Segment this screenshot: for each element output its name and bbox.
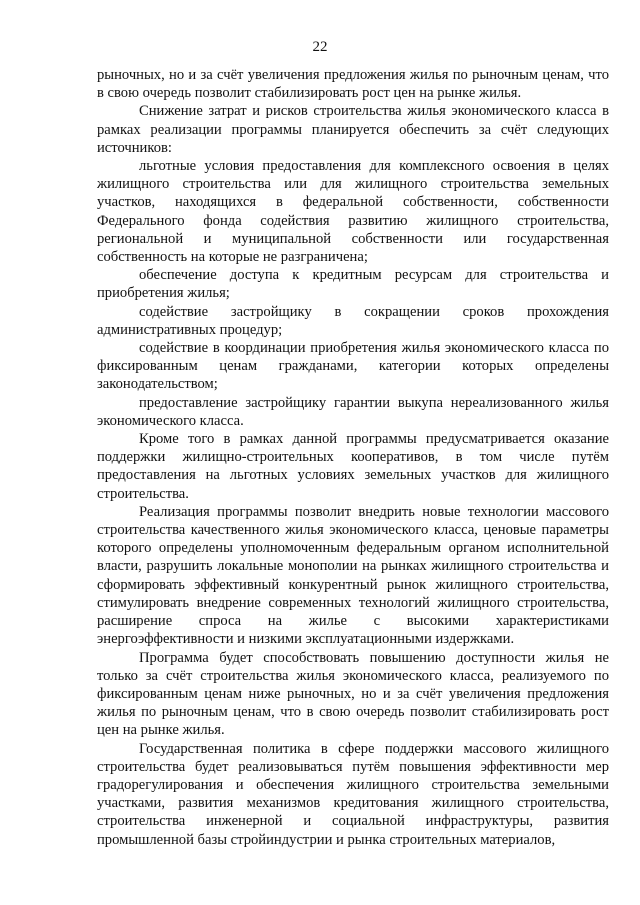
paragraph: Снижение затрат и рисков строительства жилья экономического класса в рамках реализации программы планируется обеспечить за счёт следующих источников: [97,103,609,156]
body-text [97,66,609,849]
paragraph: Программа будет способствовать повышению доступности жилья не только за счёт строительства жилья экономического класса, реализуемого по фиксированным ценам ниже рыночных, но и за счёт увеличения предложения жилья по рыночным ценам, что в свою очередь позволит стабилизировать рост цен на рынке жилья. [97,649,609,739]
page-number: 22 [312,39,328,55]
paragraph: Кроме того в рамках данной программы предусматривается оказание поддержки жилищно-строительных кооперативов, в том числе путём предоставления на льготных условиях земельных участков для жилищного строительства. [97,431,609,502]
paragraph: Государственная политика в сфере поддержки массового жилищного строительства будет реализовываться путём повышения эффективности мер градорегулирования и обеспечения жилищного строительства земельными участками, развития механизмов кредитования жилищного строительства, строительства инженерной и социальной инфраструктуры, развития промышленной базы стройиндустрии и рынка строительных материалов, [97,740,609,848]
list-item: содействие застройщику в сокращении сроков прохождения административных процедур; [97,303,609,338]
paragraph-continuation: рыночных, но и за счёт увеличения предложения жилья по рыночным ценам, что в свою очередь позволит стабилизировать рост цен на рынке жилья. [97,67,609,102]
list-item: предоставление застройщику гарантии выкупа нереализованного жилья экономического класса. [97,394,609,429]
list-item: содействие в координации приобретения жилья экономического класса по фиксированным ценам гражданами, категории которых определены законодательством; [97,340,609,393]
list-item: льготные условия предоставления для комплексного освоения в целях жилищного строительства или для жилищного строительства земельных участков, находящихся в федеральной собственности, собственности Федерального фонда содействия развитию жилищного строительства, региональной и муниципальной собственности или государственная собственность на которые не разграничена; [97,158,609,266]
paragraph: Реализация программы позволит внедрить новые технологии массового строительства качественного жилья экономического класса, ценовые параметры которого определены уполномоченным федеральным органом исполнительной власти, разрушить локальные монополии на рынках жилищного строительства и сформировать эффективный конкурентный рынок жилищного строительства, стимулировать внедрение современных технологий жилищного строительства, расширение спроса на жилье с высокими характеристиками энергоэффективности и низкими эксплуатационными издержками. [97,503,609,648]
list-item: обеспечение доступа к кредитным ресурсам для строительства и приобретения жилья; [97,267,609,302]
